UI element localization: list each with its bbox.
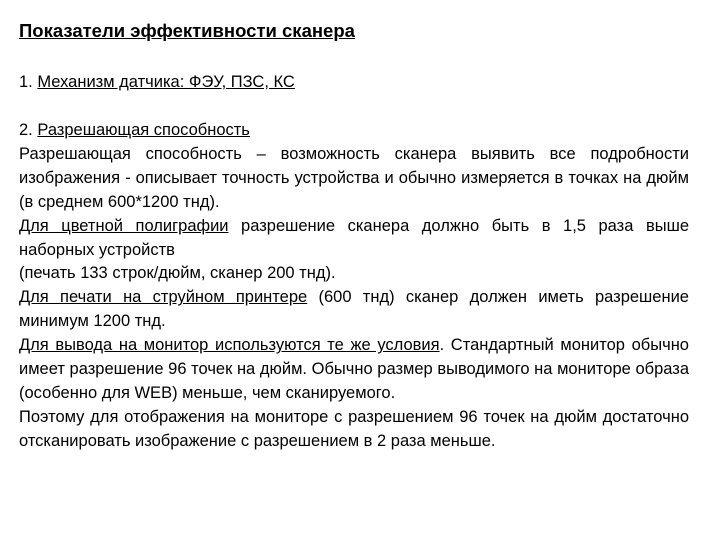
inkjet-paragraph — [19, 286, 689, 334]
inkjet-lead: Для печати на струйном принтере — [19, 288, 308, 307]
page-title: Показатели эффективности сканера — [19, 20, 355, 41]
list-item-number: 2. — [19, 121, 33, 139]
monitor-rest: . Стандартный монитор обычно имеет разрешение 96 точек на дюйм. Обычно размер выводимого на мониторе образа (особенно для WEB) меньше, чем сканируемого. — [19, 336, 689, 402]
content-body — [19, 119, 689, 454]
monitor-paragraph — [19, 334, 689, 406]
color-print-paragraph — [19, 215, 689, 263]
conclusion-paragraph: Поэтому для отображения на мониторе с разрешением 96 точек на дюйм достаточно отсканировать изображение с разрешением в 2 раза меньше. — [19, 407, 689, 450]
monitor-lead: Для вывода на монитор используются те же условия — [19, 336, 440, 355]
resolution-heading: Разрешающая способность — [37, 121, 250, 139]
list-item-number: 1. — [19, 73, 33, 91]
color-print-example: (печать 133 строк/дюйм, сканер 200 тнд). — [19, 264, 336, 283]
color-print-rest: разрешение сканера должно быть в 1,5 раза выше наборных устройств — [19, 216, 689, 259]
sensor-mechanism-text: Механизм датчика: ФЭУ, ПЗС, КС — [37, 73, 295, 91]
color-print-lead: Для цветной полиграфии — [19, 216, 229, 235]
inkjet-rest: (600 тнд) сканер должен иметь разрешение минимум 1200 тнд. — [19, 288, 689, 331]
list-item-sensor — [19, 71, 295, 93]
definition-paragraph: Разрешающая способность – возможность сканера выявить все подробности изображения - описывает точность устройства и обычно измеряется в точках на дюйм (в среднем 600*1200 тнд). — [19, 144, 689, 211]
list-item-resolution — [19, 119, 689, 143]
